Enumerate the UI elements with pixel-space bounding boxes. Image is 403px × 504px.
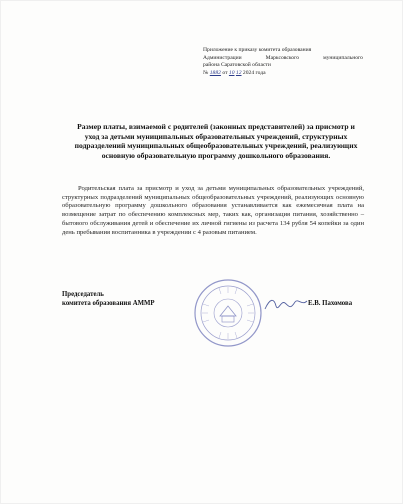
- approval-line-2-mid: Марксовского: [265, 54, 300, 61]
- document-title: Размер платы, взимаемой с родителей (законных представителей) за присмотр и уход за детьми муниципальных образовательных учреждений, структурных подразделений муниципальных общеобразовательных учреждений, реализующих основную образовательную программу дошкольного образования.: [74, 122, 358, 160]
- number-label: №: [203, 69, 209, 76]
- signatory-role-line-1: Председатель: [62, 291, 104, 298]
- signatory-role-line-2: комитета образования АММР: [62, 300, 155, 307]
- approval-number-line: [203, 70, 363, 78]
- approval-line-3: района Саратовской области: [203, 62, 271, 69]
- order-number: 1882: [209, 69, 221, 76]
- signatory-name: Е.В. Пахомова: [308, 300, 353, 307]
- order-day: 10: [228, 69, 235, 76]
- approval-header: [203, 47, 363, 77]
- approval-line-2-right: муниципального: [323, 54, 363, 61]
- official-stamp: [193, 278, 263, 348]
- approval-line-2-left: Администрации: [203, 54, 242, 61]
- signature-block: [62, 290, 372, 308]
- document-body: Родительская плата за присмотр и уход за детьми муниципальных образовательных учреждений, структурных подразделений муниципальных общеобразовательных учреждений, реализующих основную образовательную программу дошкольного образования устанавливается как ежемесячная плата на возмещение затрат по обеспечению комплексных мер, таких как, организация питания, хозяйственно – бытового обслуживания детей и обеспечение их личной гигиены из расчета 134 рубля 54 копейки за один день пребывания воспитанника в учреждении с 4 разовым питанием.: [62, 185, 364, 236]
- date-from-label: от: [222, 69, 228, 76]
- approval-line-1: Приложение к приказу комитета образования: [203, 47, 312, 53]
- order-month: 12: [235, 69, 242, 76]
- order-year: 2024 года: [242, 69, 266, 76]
